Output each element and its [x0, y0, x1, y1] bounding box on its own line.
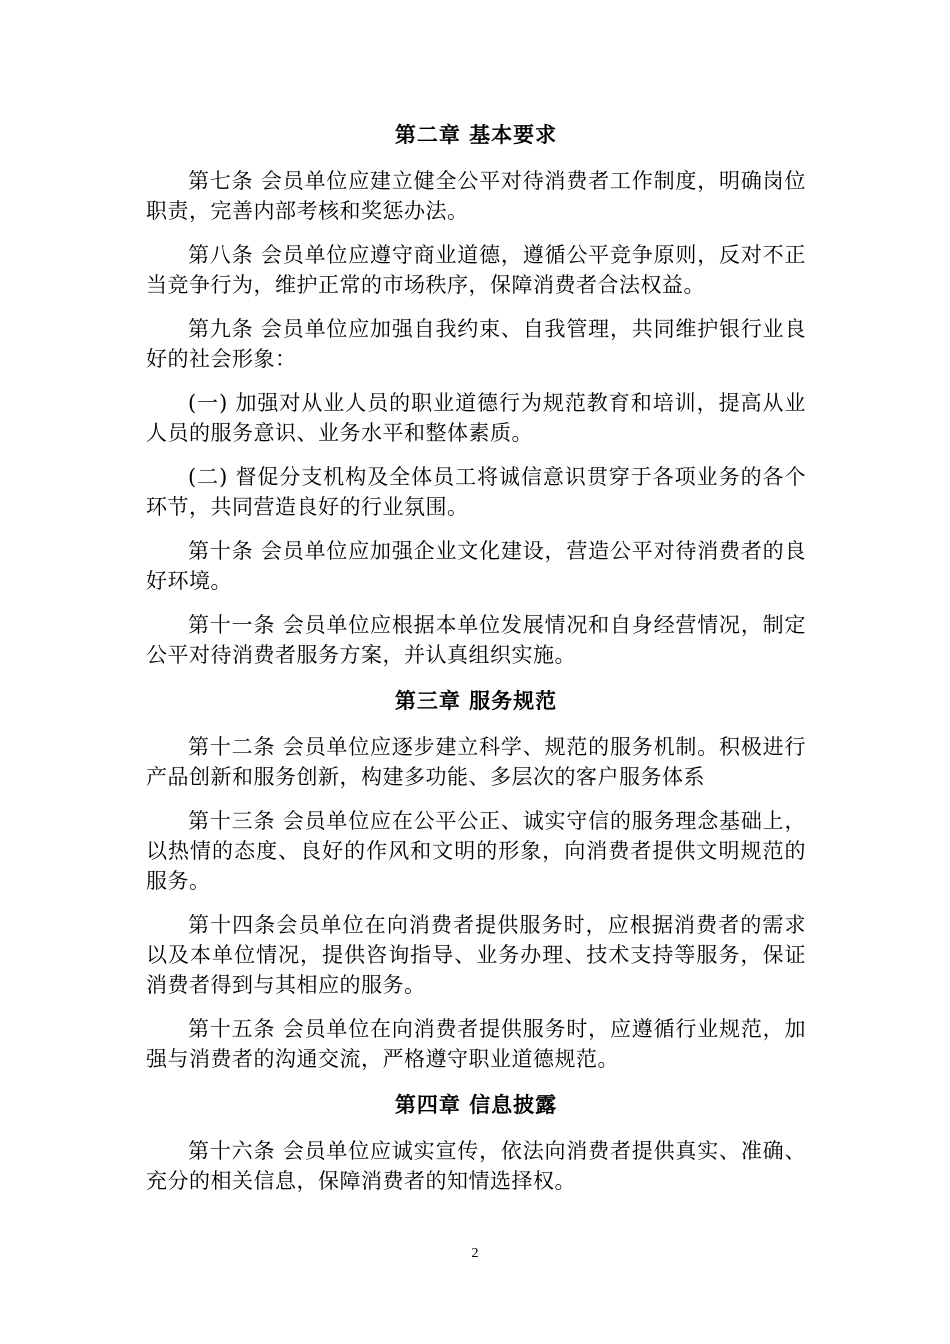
chapter-4-title: 第四章 信息披露	[394, 1092, 558, 1117]
article-11: 第十一条 会员单位应根据本单位发展情况和自身经营情况，制定公平对待消费者服务方案，并认真组织实施。	[146, 613, 806, 667]
page-number: 2	[471, 1246, 479, 1261]
article-7: 第七条 会员单位应建立健全公平对待消费者工作制度，明确岗位职责，完善内部考核和奖惩办法。	[146, 169, 806, 223]
article-14: 第十四条会员单位在向消费者提供服务时，应根据消费者的需求以及本单位情况，提供咨询指导、业务办理、技术支持等服务，保证消费者得到与其相应的服务。	[146, 913, 806, 997]
article-9: 第九条 会员单位应加强自我约束、自我管理，共同维护银行业良好的社会形象：	[146, 317, 806, 371]
article-10: 第十条 会员单位应加强企业文化建设，营造公平对待消费者的良好环境。	[146, 539, 806, 593]
article-9-item-2: (二) 督促分支机构及全体员工将诚信意识贯穿于各项业务的各个环节，共同营造良好的行业氛围。	[146, 465, 806, 519]
chapter-2-title: 第二章 基本要求	[394, 122, 558, 147]
article-16: 第十六条 会员单位应诚实宣传，依法向消费者提供真实、准确、充分的相关信息，保障消费者的知情选择权。	[146, 1139, 806, 1193]
article-8: 第八条 会员单位应遵守商业道德，遵循公平竞争原则，反对不正当竞争行为，维护正常的市场秩序，保障消费者合法权益。	[146, 243, 806, 297]
chapter-3-title: 第三章 服务规范	[394, 688, 558, 713]
document-page	[146, 118, 806, 1210]
article-12: 第十二条 会员单位应逐步建立科学、规范的服务机制。积极进行产品创新和服务创新，构建多功能、多层次的客户服务体系	[146, 735, 806, 789]
article-15: 第十五条 会员单位在向消费者提供服务时，应遵循行业规范，加强与消费者的沟通交流，严格遵守职业道德规范。	[146, 1017, 806, 1071]
article-13: 第十三条 会员单位应在公平公正、诚实守信的服务理念基础上，以热情的态度、良好的作风和文明的形象，向消费者提供文明规范的服务。	[146, 809, 806, 893]
article-9-item-1: (一) 加强对从业人员的职业道德行为规范教育和培训，提高从业人员的服务意识、业务水平和整体素质。	[146, 391, 806, 445]
